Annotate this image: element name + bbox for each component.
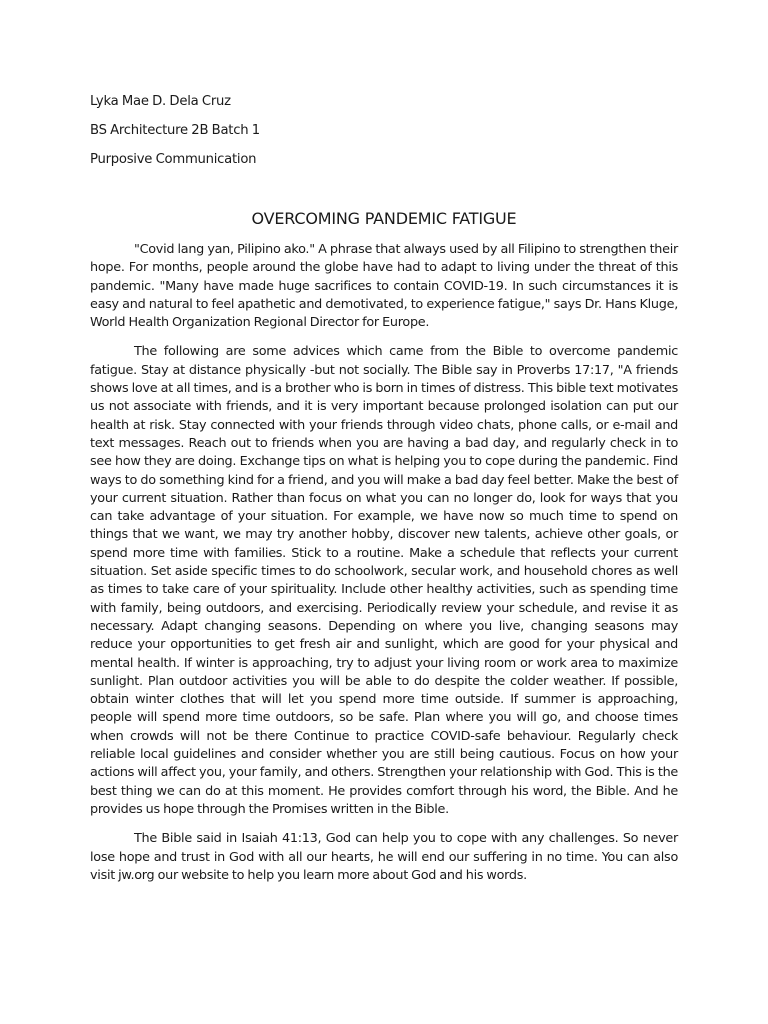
author-program: BS Architecture 2B Batch 1	[90, 123, 260, 138]
author-name: Lyka Mae D. Dela Cruz	[90, 94, 231, 109]
paragraph-advice: The following are some advices which came from the Bible to overcome pandemic fatigue. Stay at distance physically -but not socially. The Bible say in Proverbs 17:17, "A friends shows love at all times, and is a brother who is born in times of distress. This bible text motivates us not associate with friends, and it is very important because prolonged isolation can put our health at risk. Stay connected with your friends through video chats, phone calls, or e-mail and text messages. Reach out to friends when you are having a bad day, and regularly check in to see how they are doing. Exchange tips on what is helping you to cope during the pandemic. Find ways to do something kind for a friend, and you will make a bad day feel better. Make the best of your current situation. Rather than focus on what you can no longer do, look for ways that you can take advantage of your situation. For example, we have now so much time to spend on things that we want, we may try another hobby, discover new talents, achieve other goals, or spend more time with families. Stick to a routine. Make a schedule that reflects your current situation. Set aside specific times to do schoolwork, secular work, and household chores as well as times to take care of your spirituality. Include other healthy activities, such as spending time with family, being outdoors, and exercising. Periodically review your schedule, and revise it as necessary. Adapt changing seasons. Depending on where you live, changing seasons may reduce your opportunities to get fresh air and sunlight, which are good for your physical and mental health. If winter is approaching, try to adjust your living room or work area to maximize sunlight. Plan outdoor activities you will be able to do despite the colder weather. If possible, obtain winter clothes that will let you spend more time outside. If summer is approaching, people will spend more time outdoors, so be safe. Plan where you will go, and choose times when crowds will not be there Continue to practice COVID-safe behaviour. Regularly check reliable local guidelines and consider whether you are still being cautious. Focus on how your actions will affect you, your family, and others. Strengthen your relationship with God. This is the best thing we can do at this moment. He provides comfort through his word, the Bible. And he provides us hope through the Promises written in the Bible.	[90, 344, 678, 817]
document-body	[90, 241, 678, 896]
document-title: OVERCOMING PANDEMIC FATIGUE	[251, 209, 517, 228]
author-header	[90, 92, 690, 179]
paragraph-conclusion: The Bible said in Isaiah 41:13, God can help you to cope with any challenges. So never lose hope and trust in God with all our hearts, he will end our suffering in no time. You can also visit jw.org our website to help you learn more about God and his words.	[90, 831, 678, 883]
paragraph-intro: "Covid lang yan, Pilipino ako." A phrase that always used by all Filipino to strengthen their hope. For months, people around the globe have had to adapt to living under the threat of this pandemic. "Many have made huge sacrifices to contain COVID-19. In such circumstances it is easy and natural to feel apathetic and demotivated, to experience fatigue," says Dr. Hans Kluge, World Health Organization Regional Director for Europe.	[90, 242, 678, 331]
course-name: Purposive Communication	[90, 152, 257, 167]
